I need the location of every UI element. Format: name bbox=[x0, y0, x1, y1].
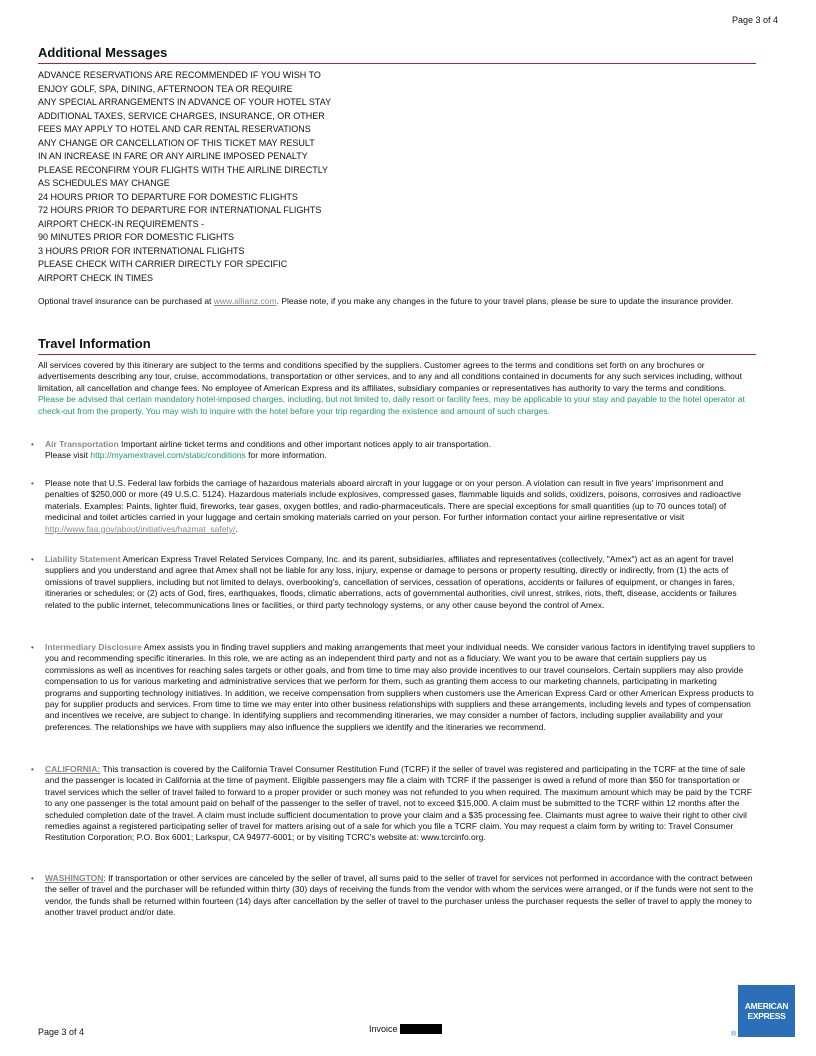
allianz-link[interactable]: www.allianz.com bbox=[213, 296, 277, 306]
logo-line-2: EXPRESS bbox=[747, 1011, 786, 1021]
liability-statement-item bbox=[45, 554, 755, 611]
air-transportation-item bbox=[45, 439, 755, 462]
message-line: ADDITIONAL TAXES, SERVICE CHARGES, INSURANCE, OR OTHER bbox=[38, 110, 325, 121]
terms-paragraph: All services covered by this itinerary are subject to the terms and conditions specified by the suppliers. Customer agrees to the terms and conditions set forth on any brochures or advertisements describing any tour, cruise, accommodations, transportation or other services, and to any and all conditions contained in documents for any such services including, without limitation, all cancellation and change fees. No employee of American Express and its affiliates, subsidiary companies or representatives has authority to vary the terms and conditions. bbox=[38, 360, 742, 393]
california-label: CALIFORNIA: bbox=[45, 764, 101, 774]
american-express-logo bbox=[738, 985, 795, 1037]
hazmat-text: Please note that U.S. Federal law forbids the carriage of hazardous materials aboard aircraft in your luggage or on your person. A violation can result in five years' imprisonment and penalties of $250,000 or more (49 U.S.C. 5124). Hazardous materials include explosives, compressed gases, flammable liquids and solids, oxidizers, poisons, corrosives and radioactive materials. Examples: Paints, lighter fluid, fireworks, tear gases, oxygen bottles, and radio-pharmaceuticals. There are special exceptions for small quantities (up to 70 ounces total) of medicinal and toilet articles carried in your luggage and certain smoking materials carried on your person. For further information contact your airline representative or visit bbox=[45, 478, 741, 523]
hazardous-materials-item bbox=[45, 478, 755, 535]
message-line: PLEASE RECONFIRM YOUR FLIGHTS WITH THE AIRLINE DIRECTLY bbox=[38, 164, 329, 175]
message-line: ENJOY GOLF, SPA, DINING, AFTERNOON TEA OR REQUIRE bbox=[38, 83, 293, 94]
message-line: FEES MAY APPLY TO HOTEL AND CAR RENTAL RESERVATIONS bbox=[38, 124, 311, 134]
message-line: PLEASE CHECK WITH CARRIER DIRECTLY FOR SPECIFIC bbox=[38, 259, 288, 269]
air-transportation-text: Important airline ticket terms and conditions and other important notices apply to air transportation. bbox=[118, 439, 491, 449]
liability-text: American Express Travel Related Services Company, Inc. and its parent, subsidiaries, affiliates and representatives (collectively, "Amex") act as an agent for travel suppliers and you understand and agree that Amex shall not be liable for any loss, injury, expense or damage to persons or property resulting, directly or indirectly, from (1) the acts of omissions of travel suppliers, including but not limited to delays, overbooking's, cancellation of services, cessation of operations, accidents or failures of equipment, or changes in fares, itineraries or schedules; or (2) acts of God, fires, earthquakes, floods, climatic aberrations, acts of governmental authorities, civil unrest, strikes, riots, theft, disease, accidents or failures related to the public internet, telecommunications lines or facilities, or third party technology systems, or any other cause beyond the control of Amex. bbox=[45, 554, 737, 610]
travel-information-intro bbox=[38, 360, 752, 417]
faa-hazmat-link[interactable]: http://www.faa.gov/about/initiatives/hazmat_safety/ bbox=[45, 523, 236, 534]
message-line: 90 MINUTES PRIOR FOR DOMESTIC FLIGHTS bbox=[38, 232, 235, 242]
message-line: AS SCHEDULES MAY CHANGE bbox=[38, 178, 170, 188]
page-indicator-bottom: Page 3 of 4 bbox=[38, 1027, 85, 1037]
insurance-note bbox=[38, 296, 743, 308]
california-text: This transaction is covered by the California Travel Consumer Restitution Fund (TCRF) if the seller of travel was registered and participating in the TCRF at the time of sale and the passenger is located in California at the time of payment. Eligible passengers may file a claim with TCRF if the passenger is owed a refund of more than $50 for transportation or travel services which the seller of travel failed to forward to a proper provider or such money was not refunded to you when required. The maximum amount which may be paid by the TCRF to any one passenger is the total amount paid on behalf of the passenger to the seller of travel, not to exceed $15,000. A claim must be submitted to the TCRF within 12 months after the scheduled completion date of the travel. A claim must include sufficient documentation to prove your claim and a $35 processing fee. Claimants must agree to waive their right to other civil remedies against a registered participating seller of travel for matters arising out of a sale for which you file a TCRF claim. You may request a claim form by writing to: Travel Consumer Restitution Corporation; P.O. Box 6001; Larkspur, CA 94977-6001; or by visiting TCRC's website at: www.tcrcinfo.org. bbox=[45, 764, 752, 843]
registered-mark: ® bbox=[731, 1031, 737, 1038]
page-indicator-top: Page 3 of 4 bbox=[731, 15, 778, 25]
intermediary-disclosure-item bbox=[45, 642, 755, 733]
insurance-text-after: . Please note, if you make any changes in the future to your travel plans, please be sure to update the insurance provider. bbox=[276, 296, 734, 306]
message-line: 24 HOURS PRIOR TO DEPARTURE FOR DOMESTIC FLIGHTS bbox=[38, 191, 298, 202]
invoice-footer bbox=[369, 1024, 442, 1034]
visit-text-after: for more information. bbox=[245, 450, 327, 461]
message-line: ANY CHANGE OR CANCELLATION OF THIS TICKET MAY RESULT bbox=[38, 137, 315, 148]
message-line: AIRPORT CHECK IN TIMES bbox=[38, 272, 154, 283]
washington-label: WASHINGTON bbox=[45, 873, 104, 883]
invoice-label: Invoice bbox=[369, 1024, 398, 1034]
insurance-text-before: Optional travel insurance can be purchased at bbox=[38, 296, 214, 306]
message-line: 3 HOURS PRIOR FOR INTERNATIONAL FLIGHTS bbox=[38, 245, 245, 256]
washington-item bbox=[45, 873, 755, 919]
washington-text: : If transportation or other services are canceled by the seller of travel, all sums paid to the seller of travel for services not performed in accordance with the contract between the seller of travel and the purchaser will be refunded within thirty (30) days of receiving the funds from the vendor with whom the services were arranged, or if the funds were not sent to the vendor, the funds shall be returned within fourteen (14) days after cancellation by the seller of travel to the purchaser unless the purchaser requests the seller of travel to apply the money to another travel product and/or date. bbox=[45, 873, 754, 918]
message-line: AIRPORT CHECK-IN REQUIREMENTS - bbox=[38, 218, 205, 229]
travel-information-title: Travel Information bbox=[38, 336, 756, 355]
additional-messages-list bbox=[38, 69, 331, 285]
message-line: ANY SPECIAL ARRANGEMENTS IN ADVANCE OF YOUR HOTEL STAY bbox=[38, 97, 332, 107]
hazmat-after: . bbox=[235, 523, 238, 534]
visit-text-before: Please visit bbox=[45, 450, 91, 461]
hotel-charges-notice: Please be advised that certain mandatory hotel-imposed charges, including, but not limited to, daily resort or facility fees, may be applicable to your stay and payable to the hotel operator at check-out from the property. You may wish to inquire with the hotel before your trip regarding the existence and amount of such charges. bbox=[38, 394, 745, 416]
intermediary-text: Amex assists you in finding travel suppliers and making arrangements that meet your individual needs. We consider various factors in identifying travel suppliers to you and recommending specific itineraries. In this role, we are acting as an independent third party and not as a fiduciary. We want you to be aware that certain suppliers pay us commissions as well as incentives for reaching sales targets or other goals, and from time to time may also provide incentives to our travel counselors. Certain suppliers may also provide compensation to us for various marketing and administrative services that we perform for them, such as granting them access to our marketing channels, participating in marketing programs and supporting technology initiatives. In addition, we receive compensation from suppliers when customers use the American Express Card or other American Express products to pay for supplier products and services. From time to time we may enter into other business relationships with suppliers and these arrangements, including levels and types of compensation and incentives we receive, are subject to change. In identifying suppliers and recommending itineraries, we may consider a number of factors, including supplier availability and your preferences. The relationships we have with suppliers may also influence the suppliers we identify and the itineraries we recommend. bbox=[45, 642, 755, 732]
california-item bbox=[45, 764, 755, 844]
message-line: 72 HOURS PRIOR TO DEPARTURE FOR INTERNATIONAL FLIGHTS bbox=[38, 205, 322, 215]
logo-line-1: AMERICAN bbox=[744, 1001, 789, 1011]
message-line: IN AN INCREASE IN FARE OR ANY AIRLINE IMPOSED PENALTY bbox=[38, 151, 308, 161]
intermediary-label: Intermediary Disclosure bbox=[45, 642, 142, 652]
message-line: ADVANCE RESERVATIONS ARE RECOMMENDED IF YOU WISH TO bbox=[38, 70, 321, 80]
liability-label: Liability Statement bbox=[45, 554, 121, 564]
additional-messages-title: Additional Messages bbox=[38, 45, 756, 64]
redacted-invoice-number bbox=[400, 1024, 442, 1034]
conditions-link[interactable]: http://myamextravel.com/static/conditions bbox=[90, 450, 246, 461]
air-transportation-label: Air Transportation bbox=[45, 439, 119, 449]
